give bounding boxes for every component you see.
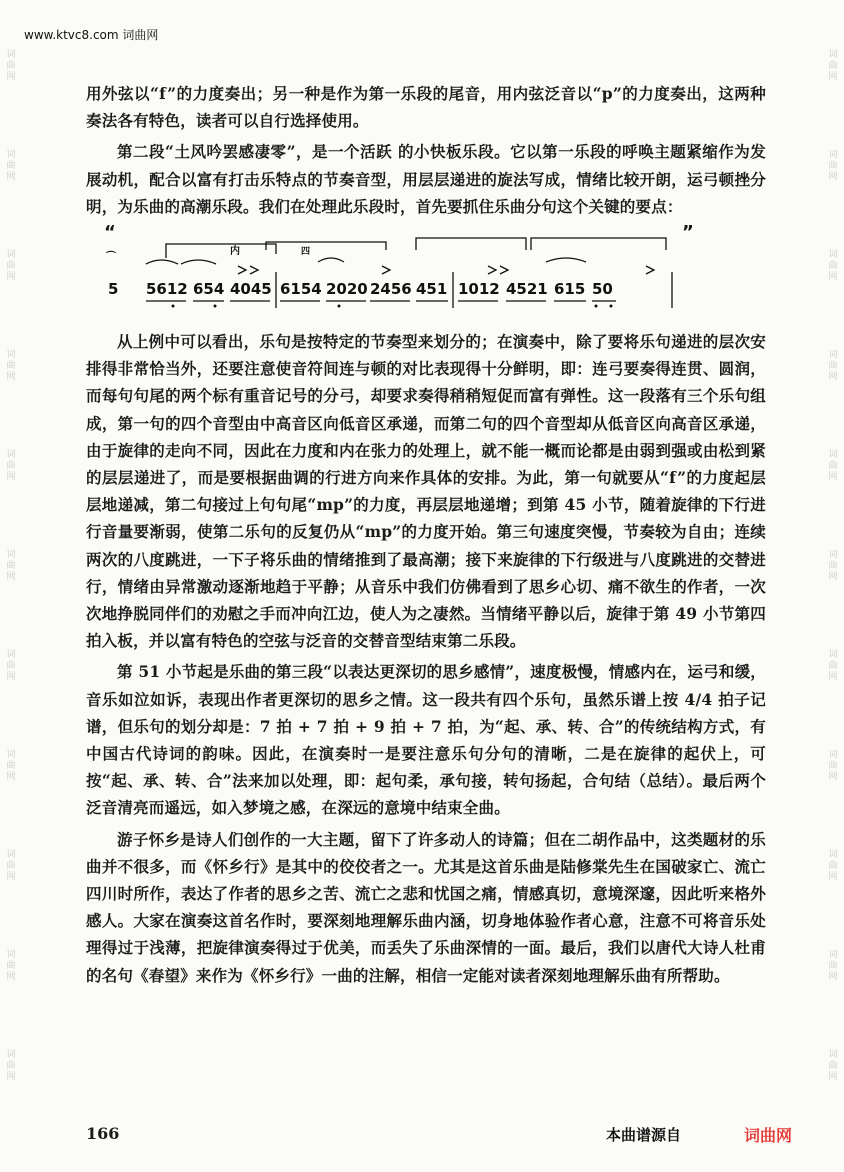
footer-source-label: 本曲谱源自: [606, 1126, 682, 1144]
watermark-text: 词 曲 网: [6, 50, 16, 82]
score-notation: [86, 222, 766, 320]
svg-text:⌒: ⌒: [106, 252, 116, 264]
score-note-group: 2020: [326, 280, 368, 299]
score-note-group: 4045: [230, 280, 272, 299]
watermark-text: 词 曲 网: [828, 150, 838, 182]
fourth-string-mark: 四: [301, 247, 311, 258]
score-note-group: 654: [193, 280, 225, 299]
score-notes: [146, 280, 613, 298]
right-watermark-strip: [822, 0, 844, 1172]
paragraph-4: 第 51 小节起是乐曲的第三段“以表达更深切的思乡感情”，速度极慢，情感内在，运弓和缓，音乐如泣如诉，表现出作者更深切的思乡之情。这一段共有四个乐句，虽然乐谱上按 4/4 拍子记谱，但乐句的划分却是：7 拍 + 7 拍 + 9 拍 + 7 拍，为“起、承、转、合”的传统结构方式，有中国古代诗词的韵味。因此，在演奏时一是要注意乐句分句的清晰，二是在旋律的起伏上，可按“起、承、转、合”法来加以处理，即：起句柔，承句接，转句扬起，合句结（总结）。最后两个泛音清亮而遥远，如入梦境之感，在深远的意境中结束全曲。: [86, 662, 766, 818]
score-note-group: 1012: [458, 280, 500, 299]
left-watermark-strip: [0, 0, 22, 1172]
score-note-group: 451: [416, 280, 448, 299]
watermark-text: 词 曲 网: [828, 550, 838, 582]
music-score-example: [86, 222, 766, 320]
watermark-text: 词 曲 网: [6, 650, 16, 682]
phrase-bracket-1: [166, 244, 276, 258]
inner-string-mark: 内: [230, 246, 240, 258]
score-note-group: 6154: [280, 280, 322, 299]
score-note-group: 50: [592, 280, 613, 299]
paragraph-5: 游子怀乡是诗人们创作的一大主题，留下了许多动人的诗篇；但在二胡作品中，这类题材的乐曲并不很多，而《怀乡行》是其中的佼佼者之一。尤其是这首乐曲是陆修棠先生在国破家亡、流亡四川时所作，表达了作者的思乡之苦、流亡之悲和忧国之痛，情感真切，意境深邃，因此听来格外感人。大家在演奏这首名作时，要深刻地理解乐曲内涵，切身地体验作者心意，注意不可将音乐处理得过于浅薄，把旋律演奏得过于优美，而丢失了乐曲深情的一面。最后，我们以唐代大诗人杜甫的名句《春望》来作为《怀乡行》一曲的注解，相信一定能对读者深刻地理解乐曲有所帮助。: [86, 829, 766, 985]
score-note-group: 4521: [506, 280, 548, 299]
score-note-group: 5612: [146, 280, 188, 299]
phrase-bracket-2: [266, 242, 386, 250]
score-open-quote: “: [104, 222, 116, 244]
paragraph-3: 从上例中可以看出，乐句是按特定的节奏型来划分的；在演奏中，除了要将乐句递进的层次安排得非常恰当外，还要注意使音符间连与顿的对比表现得十分鲜明，即：连弓要奏得连贯、圆润，而每句句尾的两个标有重音记号的分弓，却要求奏得稍稍短促而富有弹性。这一段落有三个乐句组成，第一句的四个音型由中高音区向低音区承递，而第二句的四个音型却从低音区向高音区承递，由于旋律的走向不同，因此在力度和内在张力的处理上，就不能一概而论都是由弱到强或由松到紧的层层递进了，而是要根据曲调的行进方向来作具体的安排。为此，第一句就要从“f”的力度起层层地递减，第二句接过上句句尾“mp”的力度，再层层地递增；到第 45 小节，随着旋律的下行进行音量要渐弱，使第二乐句的反复仍从“mp”的力度开始。第三句速度突慢，节奏较为自由；连续两次的八度跳进，一下子将乐曲的情绪推到了最高潮；接下来旋律的下行级进与八度跳进的交替进行，情绪由异常激动逐渐地趋于平静；从音乐中我们仿佛看到了思乡心切、痛不欲生的作者，一次次地挣脱同伴们的劝慰之手而冲向江边，使人为之凄然。当情绪平静以后，旋律于第 49 小节第四拍入板，并以富有特色的空弦与泛音的交替音型结束第二乐段。: [86, 332, 766, 651]
watermark-text: 词 曲 网: [828, 50, 838, 82]
site-url[interactable]: www.ktvc8.com 词曲网: [24, 28, 159, 42]
watermark-text: 词 曲 网: [6, 750, 16, 782]
watermark-text: 词 曲 网: [6, 450, 16, 482]
watermark-text: 词 曲 网: [828, 1050, 838, 1082]
paragraph-1: 用外弦以“f”的力度奏出；另一种是作为第一乐段的尾音，用内弦泛音以“p”的力度奏出，这两种奏法各有特色，读者可以自行选择使用。: [86, 84, 766, 131]
watermark-text: 词 曲 网: [828, 750, 838, 782]
watermark-text: 词 曲 网: [828, 350, 838, 382]
watermark-text: 词 曲 网: [828, 650, 838, 682]
watermark-text: 词 曲 网: [828, 950, 838, 982]
watermark-text: 词 曲 网: [6, 150, 16, 182]
article-body: [86, 80, 766, 989]
watermark-text: 词 曲 网: [6, 950, 16, 982]
score-note-group: 615: [554, 280, 586, 299]
watermark-text: 词 曲 网: [828, 250, 838, 282]
score-first-note: 5: [108, 280, 119, 299]
watermark-text: 词 曲 网: [6, 1050, 16, 1082]
phrase-bracket-4: [531, 238, 666, 250]
watermark-text: 词 曲 网: [6, 550, 16, 582]
page-number: 166: [86, 1124, 120, 1143]
watermark-text: 词 曲 网: [6, 850, 16, 882]
watermark-text: 词 曲 网: [828, 850, 838, 882]
score-note-group: 2456: [370, 280, 412, 299]
watermark-text: 词 曲 网: [6, 350, 16, 382]
watermark-text: 词 曲 网: [828, 450, 838, 482]
paragraph-2: 第二段“土风吟罢感凄零”，是一个活跃 的小快板乐段。它以第一乐段的呼唤主题紧缩作为发展动机，配合以富有打击乐特点的节奏音型，用层层递进的旋法写成，情绪比较开朗，运弓顿挫分明，为乐曲的高潮乐段。我们在处理此乐段时，首先要抓住乐曲分句这个关键的要点：: [86, 142, 766, 216]
phrase-bracket-3: [416, 238, 526, 250]
score-close-quote: ”: [682, 222, 694, 244]
footer-site-link[interactable]: 词曲网: [744, 1126, 793, 1145]
watermark-text: 词 曲 网: [6, 250, 16, 282]
